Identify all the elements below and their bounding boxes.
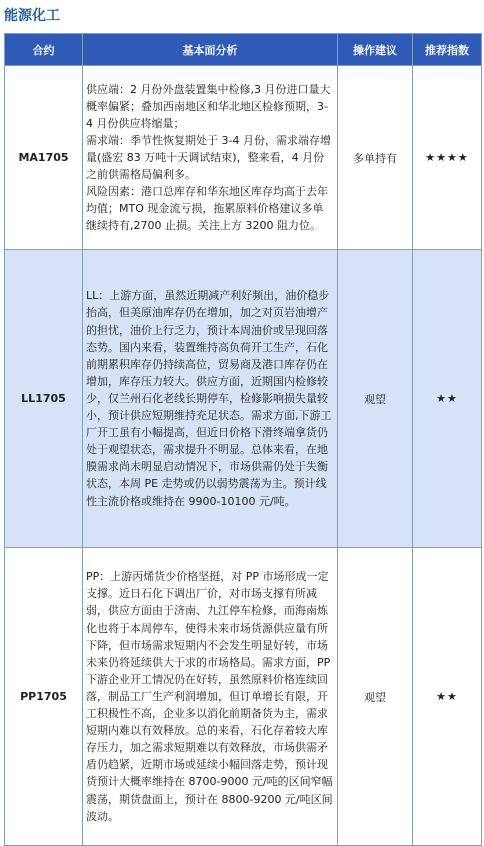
- analysis-cell: [83, 548, 338, 846]
- analysis-text: PP：上游丙烯货少价格坚挺，对 PP 市场形成一定支撑。近日石化下调出厂价，对市场支撑有所减弱，供应方面由于济南、九江停车检修，而海南炼化也将于本周停车，使得未来市场货源供应量有所下降，但市场需求短期内不会发生明显好转，市场未来仍将延续供大于求的市场格局。需求方面，PP 下游企业开工情况仍在好转，虽然原料价格连续回落，制品工厂生产利润增加，但订单增长有限，开工积极性不高，企业多以消化前期备货为主，需求短期内难以有效释放。总的来看，石化存着较大库存压力，加之需求短期难以有效释放，市场供需矛盾仍趋紧，近期市场或延续小幅回落走势，预计现货预计大概率维持在 8700-9000 元/吨的区间窄幅震荡，期货盘面上，预计在 8800-9200 元/吨区间波动。: [86, 570, 333, 823]
- section-title: 能源化工: [4, 8, 60, 24]
- analysis-risk: 风险因素：港口总库存和华东地区库存均高于去年均值；MTO 现金流亏损，拖累原料价格建议多单继续持有,2700 止损。关注上方 3200 阻力位。: [86, 185, 328, 233]
- header-rating: 推荐指数: [413, 34, 482, 66]
- advice-cell: 多单持有: [338, 66, 413, 250]
- rating-stars: ★★★★: [413, 66, 482, 250]
- table-row: [5, 66, 482, 250]
- table-header-row: [5, 34, 482, 66]
- table-row: [5, 548, 482, 846]
- advice-cell: 观望: [338, 250, 413, 548]
- header-contract: 合约: [5, 34, 83, 66]
- contract-cell: MA1705: [5, 66, 83, 250]
- rating-stars: ★★: [413, 250, 482, 548]
- header-analysis: 基本面分析: [83, 34, 338, 66]
- analysis-cell: [83, 66, 338, 250]
- contract-cell: LL1705: [5, 250, 83, 548]
- analysis-text: LL：上游方面，虽然近期减产利好频出，油价稳步抬高，但美原油库存仍在增加，加之对页岩油增产的担忧，油价上行乏力，预计本周油价或呈现回落态势。国内来看，装置维持高负荷开工生产，石化前期累积库存仍持续高位，贸易商及港口库存仍在增加，库存压力较大。供应方面，近期国内检修较少，仅兰州石化老线长期停车，检修影响损失量较小，预计供应短期维持充足状态。需求方面,下游工厂开工虽有小幅提高，但近日价格下滑终端拿货仍处于观望状态，需求提升不明显。总体来看，在地膜需求尚未明显启动情况下，市场供需仍处于失衡状态，本周 PE 走势或仍以弱势震荡为主。预计线性主流价格或维持在 9900-10100 元/吨。: [86, 289, 332, 508]
- table-row: [5, 250, 482, 548]
- analysis-cell: [83, 250, 338, 548]
- contract-cell: PP1705: [5, 548, 83, 846]
- analysis-demand: 需求端：季节性恢复期处于 3-4 月份，需求端存增量(盛宏 83 万吨十天调试结束)，整来看，4 月份之前供需格局偏利多。: [86, 133, 331, 182]
- recommendation-table: [4, 33, 482, 846]
- analysis-supply: 供应端：2 月份外盘装置集中检修,3 月份进口量大概率偏紧；叠加西南地区和华北地区检修预期，3-4 月份供应将缩量；: [86, 82, 331, 130]
- header-advice: 操作建议: [338, 34, 413, 66]
- advice-cell: 观望: [338, 548, 413, 846]
- rating-stars: ★★: [413, 548, 482, 846]
